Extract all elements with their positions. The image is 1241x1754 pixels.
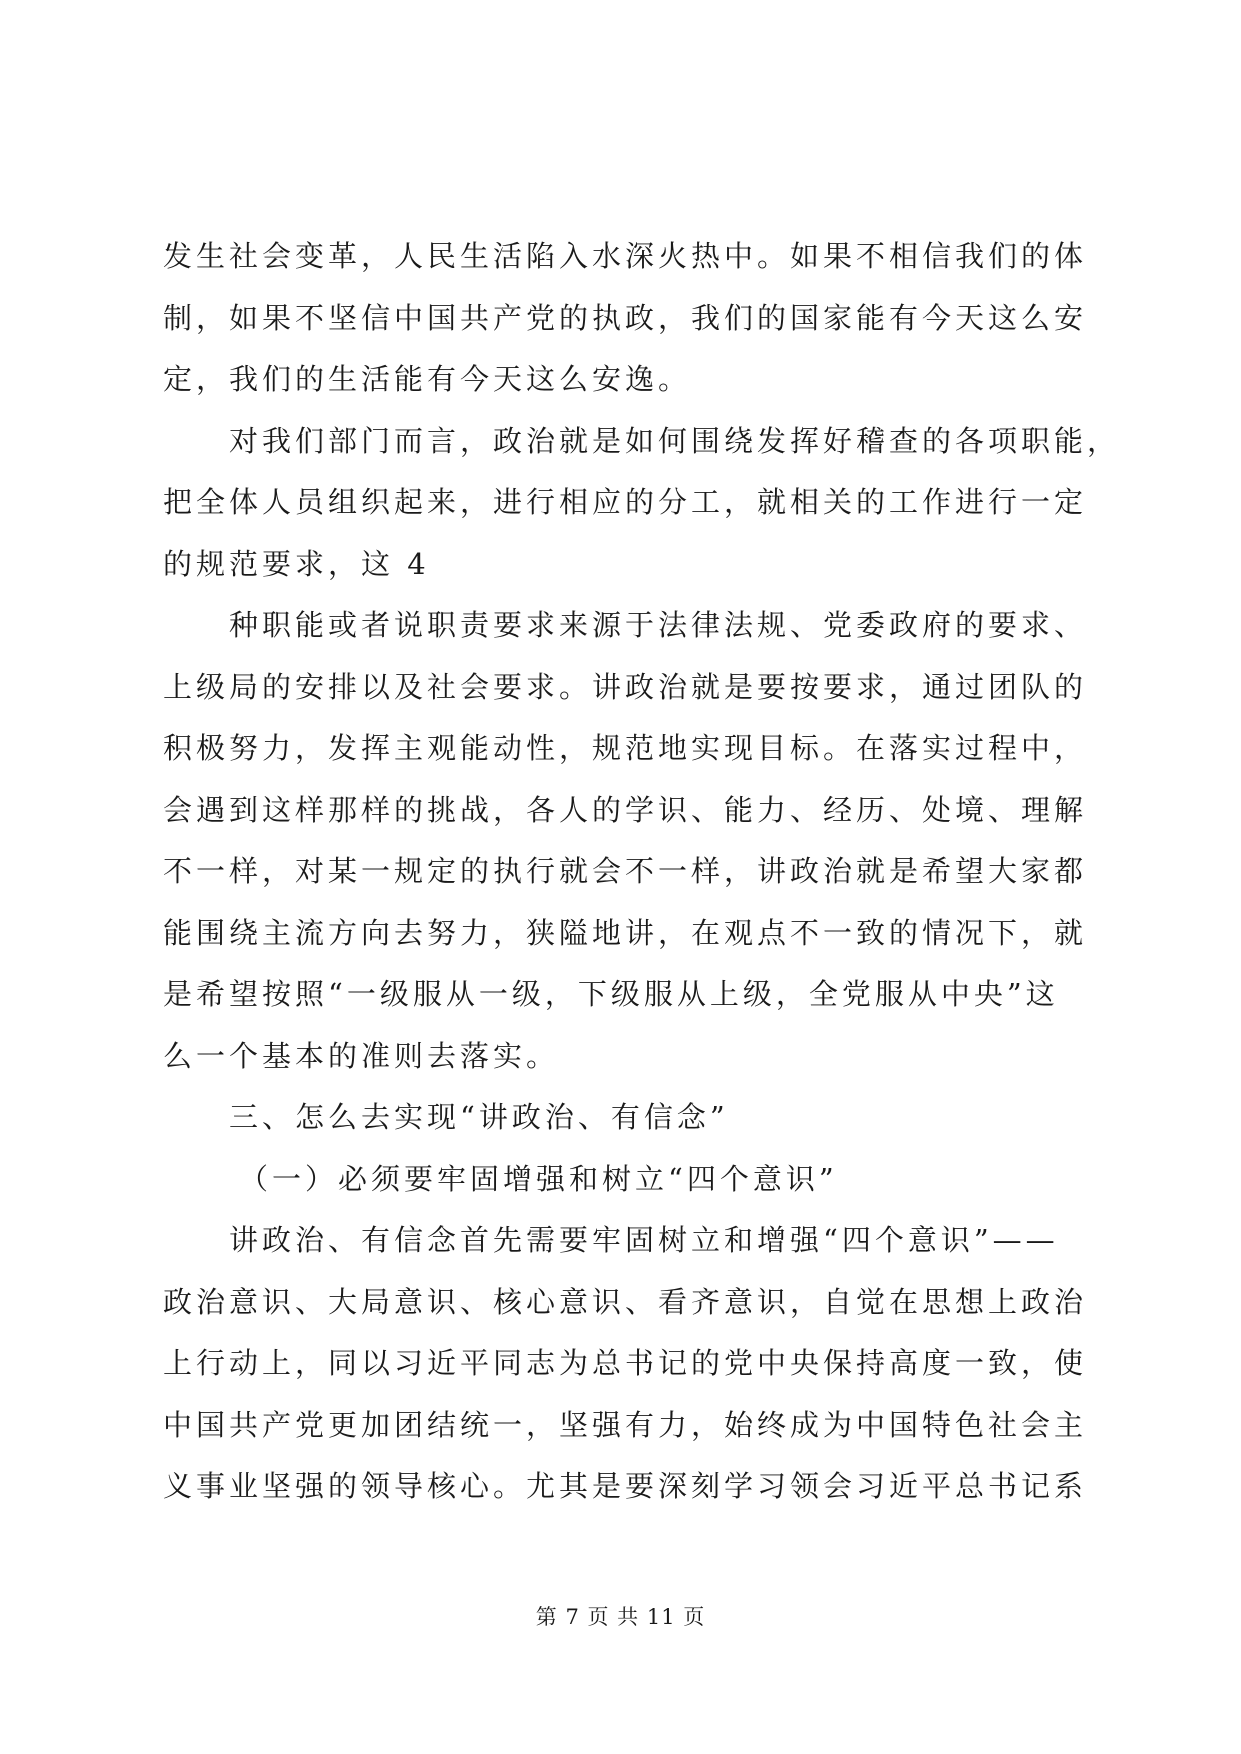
text-line: 中国共产党更加团结统一，坚强有力，始终成为中国特色社会主 [163,1407,1088,1442]
text-line: 积极努力，发挥主观能动性，规范地实现目标。在落实过程中， [163,731,1088,765]
text-line: 不一样，对某一规定的执行就会不一样，讲政治就是希望大家都 [163,854,1088,888]
text-line: 的规范要求，这 4 [163,546,430,581]
text-line: 会遇到这样那样的挑战，各人的学识、能力、经历、处境、理解 [163,792,1088,827]
text-line: 义事业坚强的领导核心。尤其是要深刻学习领会习近平总书记系 [163,1469,1088,1503]
text-line: 对我们部门而言，政治就是如何围绕发挥好稽查的各项职能， [229,423,1121,458]
text-line: 发生社会变革，人民生活陷入水深火热中。如果不相信我们的体 [163,239,1088,273]
text-line: 上级局的安排以及社会要求。讲政治就是要按要求，通过团队的 [163,669,1088,704]
document-body [163,226,1121,1518]
text-line: 上行动上，同以习近平同志为总书记的党中央保持高度一致，使 [163,1346,1088,1380]
text-line: 么一个基本的准则去落实。 [163,1038,560,1073]
text-line: 种职能或者说职责要求来源于法律法规、党委政府的要求、 [229,608,1088,642]
text-line: （一）必须要牢固增强和树立“四个意识” [239,1161,838,1196]
text-line: 政治意识、大局意识、核心意识、看齐意识，自觉在思想上政治 [163,1284,1088,1319]
text-line: 把全体人员组织起来，进行相应的分工，就相关的工作进行一定 [163,485,1088,519]
text-line: 制，如果不坚信中国共产党的执政，我们的国家能有今天这么安 [163,300,1088,335]
text-line: 定，我们的生活能有今天这么安逸。 [163,362,692,396]
page-footer: 第 7 页 共 11 页 [535,1605,706,1629]
text-line: 能围绕主流方向去努力，狭隘地讲，在观点不一致的情况下，就 [163,915,1088,950]
text-line: 讲政治、有信念首先需要牢固树立和增强“四个意识”—— [229,1223,1059,1257]
text-line: 三、怎么去实现“讲政治、有信念” [229,1100,729,1134]
text-line: 是希望按照“一级服从一级，下级服从上级，全党服从中央”这 [163,977,1059,1011]
